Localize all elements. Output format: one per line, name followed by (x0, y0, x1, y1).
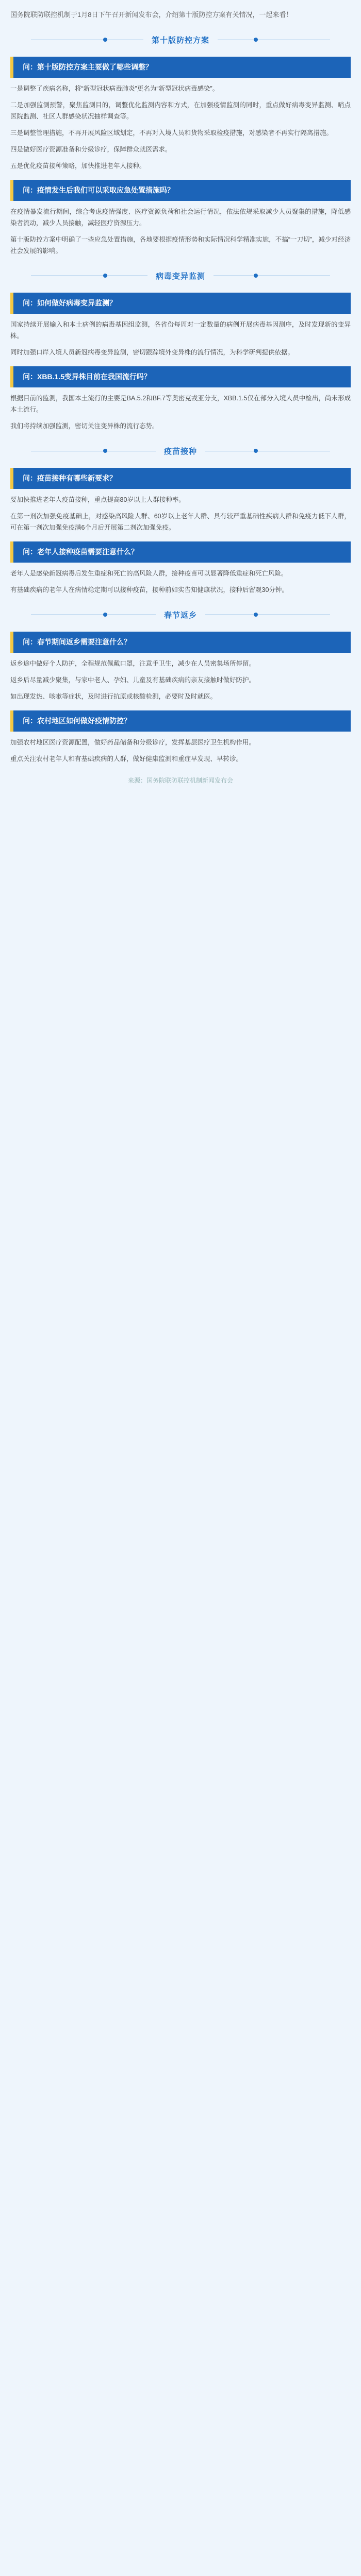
section-title: 春节返乡 (156, 609, 205, 620)
answer-paragraph: 四是做好医疗资源准备和分级诊疗，保障群众就医需求。 (10, 146, 172, 153)
answer-paragraph: 有基础疾病的老年人在病情稳定期可以接种疫苗，接种前如实告知健康状况，接种后留观30分钟。 (10, 586, 288, 594)
qa-block (10, 632, 351, 702)
section-title: 第十版防控方案 (143, 35, 218, 45)
question-banner: 问：老年人接种疫苗需要注意什么？ (10, 541, 351, 563)
question-banner: 问：疫情发生后我们可以采取应急处置措施吗？ (10, 180, 351, 201)
section-header (10, 606, 351, 623)
qa-block (10, 710, 351, 765)
answer-paragraph: 二是加强监测预警，聚焦监测目的，调整优化监测内容和方式，在加强疫情监测的同时，重点做好病毒变异监测、哨点医院监测、社区人群感染状况抽样调查等。 (10, 101, 351, 120)
answer-paragraph: 在疫情暴发流行期间，综合考虑疫情强度、医疗资源负荷和社会运行情况，依法依规采取减少人员聚集的措施，降低感染者流动，减少人员接触，减轻医疗资源压力。 (10, 208, 351, 227)
answer-paragraph: 加强农村地区医疗资源配置，做好药品储备和分级诊疗，发挥基层医疗卫生机构作用。 (10, 739, 256, 746)
answer-paragraph: 如出现发热、咳嗽等症状，及时进行抗原或核酸检测，必要时及时就医。 (10, 693, 217, 700)
qa-block (10, 57, 351, 172)
answer-paragraph: 重点关注农村老年人和有基础疾病的人群，做好健康监测和重症早发现、早转诊。 (10, 755, 243, 762)
answer-paragraph: 根据目前的监测，我国本土流行的主要是BA.5.2和BF.7等奥密克戎亚分支，XBB.1.5仅在部分入境人员中检出，尚未形成本土流行。 (10, 395, 351, 413)
answer-paragraph: 我们将持续加强监测，密切关注变异株的流行态势。 (10, 422, 159, 430)
answer-paragraph: 在第一剂次加强免疫基础上，对感染高风险人群、60岁以上老年人群、具有较严重基础性疾病人群和免疫力低下人群，可在第一剂次加强免疫满6个月后开展第二剂次加强免疫。 (10, 513, 351, 531)
question-banner: 问：第十版防控方案主要做了哪些调整？ (10, 57, 351, 78)
answer-paragraph: 老年人是感染新冠病毒后发生重症和死亡的高风险人群，接种疫苗可以显著降低重症和死亡风险。 (10, 570, 288, 577)
question-banner: 问：XBB.1.5变异株目前在我国流行吗？ (10, 366, 351, 387)
answer-paragraph: 返乡后尽量减少聚集，与家中老人、孕妇、儿童及有基础疾病的亲友接触时做好防护。 (10, 676, 256, 684)
answer-paragraph: 要加快推进老年人疫苗接种，重点提高80岁以上人群接种率。 (10, 496, 185, 503)
answer-paragraph: 三是调整管理措施，不再开展风险区域划定，不再对入境人员和货物采取检疫措施，对感染者不再实行隔离措施。 (10, 129, 333, 137)
answer-paragraph: 国家持续开展输入和本土病例的病毒基因组监测，各省份每周对一定数量的病例开展病毒基因测序，及时发现新的变异株。 (10, 321, 351, 340)
qa-block (10, 293, 351, 358)
section-title: 疫苗接种 (156, 446, 205, 456)
question-banner: 问：农村地区如何做好疫情防控？ (10, 710, 351, 732)
answer-paragraph: 第十版防控方案中明确了一些应急处置措施，各地要根据疫情形势和实际情况科学精准实施，不搞“一刀切”，减少对经济社会发展的影响。 (10, 236, 351, 255)
answer-paragraph: 返乡途中做好个人防护，全程规范佩戴口罩，注意手卫生，减少在人员密集场所停留。 (10, 660, 256, 667)
section-title: 病毒变异监测 (147, 270, 214, 281)
intro-text: 国务院联防联控机制于1月8日下午召开新闻发布会，介绍第十版防控方案有关情况，一起来看！ (10, 11, 293, 19)
qa-block (10, 541, 351, 596)
section-header (10, 442, 351, 460)
page (0, 0, 361, 795)
answer-paragraph: 同时加强口岸入境人员新冠病毒变异监测，密切跟踪境外变异株的流行情况，为科学研判提供依据。 (10, 349, 294, 356)
qa-block (10, 180, 351, 257)
qa-block (10, 366, 351, 432)
section-header (10, 31, 351, 48)
question-banner: 问：疫苗接种有哪些新要求？ (10, 468, 351, 489)
question-banner: 问：如何做好病毒变异监测？ (10, 293, 351, 314)
answer-paragraph: 一是调整了疾病名称，将“新型冠状病毒肺炎”更名为“新型冠状病毒感染”。 (10, 85, 219, 92)
section-header (10, 267, 351, 284)
question-banner: 问：春节期间返乡需要注意什么？ (10, 632, 351, 653)
answer-paragraph: 五是优化疫苗接种策略，加快推进老年人接种。 (10, 162, 146, 170)
qa-block (10, 468, 351, 533)
source-footer: 来源：国务院联防联控机制新闻发布会 (127, 777, 233, 784)
